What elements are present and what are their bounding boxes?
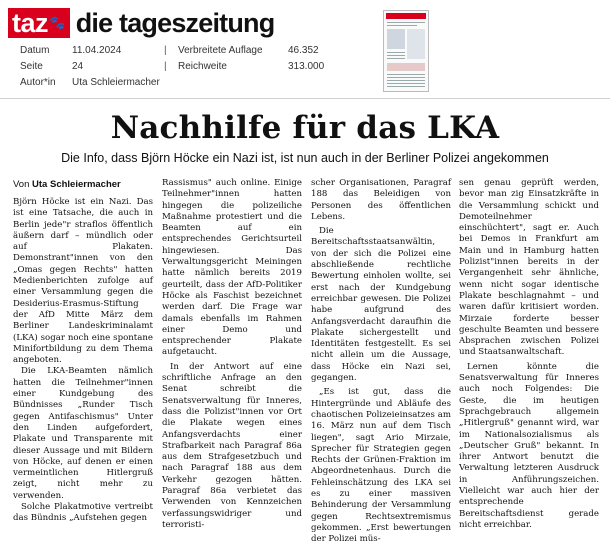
- paragraph: Rassismus" auch online. Einige Teilnehmer"innen hatten hingegen die polizeiliche Maßnahme protestiert und die Beamten auf ein entsprechendes Gerichtsurteil hingewiesen. Das Verwaltungsgericht Meiningen hatte nämlich bereits 2019 geurteilt, dass der AfD-Politiker Höcke als Faschist bezeichnet werden darf. Die Frage war damals ebenfalls im Rahmen einer Demo und entsprechender Plakate aufgetaucht.: [162, 178, 302, 358]
- metadata-table: [20, 42, 338, 90]
- paragraph: Die LKA-Beamten nämlich hatten die Teilnehmer"innen einer Kundgebung des Bündnisses „Runder Tisch gegen Antifaschismus" Unter den Linden aufgefordert, Plakate und Transparente mit dieser Aussage und mit Bildern von Höcke, auf denen er einen vermeintlichen Hitlergruß zeigt, nicht mehr zu verwenden.: [13, 366, 153, 501]
- page-thumbnail[interactable]: [383, 10, 429, 92]
- newspaper-name: die tageszeitung: [75, 8, 275, 38]
- article-subhead: Die Info, dass Björn Höcke ein Nazi ist, ist nun auch in der Berliner Polizei angekommen: [61, 151, 549, 165]
- meta-row: Seite 24 | Reichweite 313.000: [20, 60, 325, 72]
- taz-wordmark: taz 🐾: [8, 8, 70, 38]
- byline: Von Uta Schleiermacher: [13, 179, 121, 190]
- paragraph: Solche Plakatmotive vertreibt das Bündnis „Aufstehen gegen: [13, 502, 153, 524]
- article-headline: Nachhilfe für das LKA: [110, 110, 500, 146]
- paragraph: Lernen könnte die Senatsverwaltung für Inneres auch noch Folgendes: Die Geste, die im heutigen Sprachgebrauch allgemein „Hitlergruß" genannt wird, war im Nationalsozialismus als „Deutscher Gruß" bekannt. In ihrer Antwort benutzt die Verwaltung letzteren Ausdruck in Anführungszeichen. Vielleicht war auch hier der entsprechende Bereitschaftsdienst gerade nicht erreichbar.: [459, 361, 599, 530]
- meta-row: Autor*in Uta Schleiermacher: [20, 76, 160, 88]
- header-divider: [0, 98, 610, 99]
- column-1: [13, 178, 153, 525]
- paragraph: Björn Höcke ist ein Nazi. Das ist eine Tatsache, die auch in Berlin jede"r straflos öffentlich äußern darf – mündlich oder auf Plakaten. Demonstrant"innen von den „Omas gegen Rechts" hatten Medienberichten zufolge auf einer Versammlung gegen die Desiderius-Erasmus-Stiftung der AfD Mitte März dem Berliner Landeskriminalamt (LKA) sogar noch eine spontane Minifortbildung zu dem Thema angeboten.: [13, 197, 153, 366]
- paragraph: Die Bereitschaftsstaatsanwältin, von der sich die Polizei eine abschließende rechtliche Bewertung einholen wollte, sei erst nach der Kundgebung erreichbar gewesen. Die Polizei habe aufgrund des Anfangsverdacht daraufhin die Plakate sichergestellt und Identitäten festgestellt. Es sei nicht allein um die Aussage, dass Höcke ein Nazi sei, gegangen.: [311, 226, 451, 384]
- paragraph: „Es ist gut, dass die Hintergründe und Abläufe des chaotischen Polizeieinsatzes am 16. März nun auf dem Tisch liegen", sagt Ario Mirzaie, Sprecher für Strategien gegen Rechts der Grünen-Fraktion im Abgeordnetenhaus. Durch die Fehleinschätzung des LKA sei es zu einer massiven Behinderung der Versammlung gegen Rechtsextremismus gekommen. „Erst bewertungen der Polizei müs-: [311, 387, 451, 545]
- paragraph: sen genau geprüft werden, bevor man zig Einsatzkräfte in die Versammlung schickt und Demoteilnehmer einschüchtert", sagt er. Auch bei Demos in Frankfurt am Main und in Hamburg hatten Polizist"innen bereits in der Vergangenheit sehr ähnliche, wenn nicht sogar identische Plakate beschlagnahmt – und waren dafür kritisiert worden. Mirzaie forderte besser geschulte Beamten und bessere Absprachen zwischen Polizei und Staatsanwaltschaft.: [459, 178, 599, 358]
- paragraph: scher Organisationen, Paragraf 188 das Beleidigen von Personen des öffentlichen Lebens.: [311, 178, 451, 222]
- meta-row: Datum 11.04.2024 | Verbreitete Auflage 46.352: [20, 44, 319, 56]
- author-name: Uta Schleiermacher: [32, 179, 121, 190]
- column-4: [459, 178, 599, 531]
- paw-icon: 🐾: [49, 15, 65, 30]
- paragraph: In der Antwort auf eine schriftliche Anfrage an den Senat schreibt die Senatsverwaltung für Inneres, dass die Polizist"innen vor Ort die Plakate wegen eines Anfangsverdachts einer Strafbarkeit nach Paragraf 86a aus dem Strafgesetzbuch und nach Paragraf 188 aus dem Verkehr gezogen hätten. Paragraf 86a verbietet das Verwenden von Kennzeichen verfassungswidriger und terroristi-: [162, 361, 302, 530]
- column-2: [162, 178, 302, 531]
- column-3: [311, 178, 451, 546]
- taz-logo: [8, 8, 274, 38]
